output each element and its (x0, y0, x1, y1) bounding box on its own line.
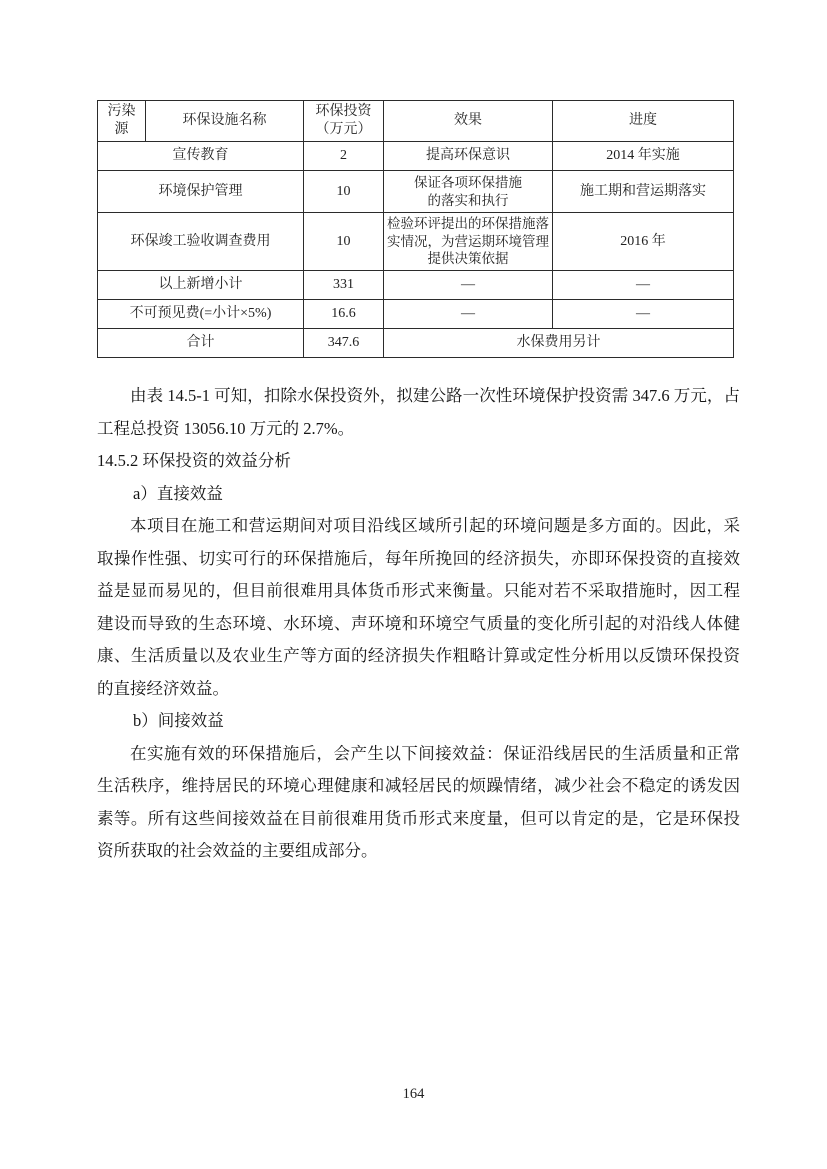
cell-facility-name: 不可预见费(=小计×5%) (98, 300, 304, 329)
table-header-row (98, 101, 734, 142)
cell-investment: 10 (304, 171, 384, 213)
section-heading: 14.5.2 环保投资的效益分析 (97, 451, 291, 471)
page-content (97, 100, 740, 868)
cell-investment: 16.6 (304, 300, 384, 329)
table-total-row (98, 329, 734, 358)
cell-effect: — (384, 300, 553, 329)
cell-progress: 2014 年实施 (553, 142, 734, 171)
table-row (98, 213, 734, 271)
cell-facility-name: 宣传教育 (98, 142, 304, 171)
cell-progress: — (553, 271, 734, 300)
header-investment: 环保投资（万元） (304, 101, 384, 142)
cell-total-label: 合计 (98, 329, 304, 358)
table-row (98, 300, 734, 329)
cell-facility-name: 环保竣工验收调查费用 (98, 213, 304, 271)
paragraph-indirect-benefit: 在实施有效的环保措施后，会产生以下间接效益：保证沿线居民的生活质量和正常生活秩序，维持居民的环境心理健康和减轻居民的烦躁情绪，减少社会不稳定的诱发因素等。所有这些间接效益在目前很难用货币形式来度量，但可以肯定的是，它是环保投资所获取的社会效益的主要组成部分。 (97, 743, 740, 861)
cell-effect: — (384, 271, 553, 300)
header-pollution-source: 污染源 (98, 101, 146, 142)
cell-progress: 施工期和营运期落实 (553, 171, 734, 213)
cell-investment: 10 (304, 213, 384, 271)
cell-effect: 检验环评提出的环保措施落实情况，为营运期环境管理提供决策依据 (384, 213, 553, 271)
cell-total-note: 水保费用另计 (384, 329, 734, 358)
cell-facility-name: 环境保护管理 (98, 171, 304, 213)
body-text (97, 380, 740, 868)
cell-total-investment: 347.6 (304, 329, 384, 358)
cell-progress: — (553, 300, 734, 329)
cell-progress: 2016 年 (553, 213, 734, 271)
header-effect: 效果 (384, 101, 553, 142)
cell-investment: 331 (304, 271, 384, 300)
table-row (98, 271, 734, 300)
table-row (98, 142, 734, 171)
investment-table (97, 100, 734, 358)
cell-effect: 提高环保意识 (384, 142, 553, 171)
header-facility-name: 环保设施名称 (146, 101, 304, 142)
cell-investment: 2 (304, 142, 384, 171)
table-row (98, 171, 734, 213)
cell-facility-name: 以上新增小计 (98, 271, 304, 300)
paragraph-direct-benefit: 本项目在施工和营运期间对项目沿线区域所引起的环境问题是多方面的。因此，采取操作性强、切实可行的环保措施后，每年所挽回的经济损失，亦即环保投资的直接效益是显而易见的，但目前很难用具体货币形式来衡量。只能对若不采取措施时，因工程建设而导致的生态环境、水环境、声环境和环境空气质量的变化所引起的对沿线人体健康、生活质量以及农业生产等方面的经济损失作粗略计算或定性分析用以反馈环保投资的直接经济效益。 (97, 516, 740, 698)
item-a-label: a）直接效益 (133, 483, 223, 503)
header-progress: 进度 (553, 101, 734, 142)
paragraph-intro: 由表 14.5-1 可知，扣除水保投资外，拟建公路一次性环境保护投资需 347.6 万元，占工程总投资 13056.10 万元的 2.7%。 (97, 386, 740, 438)
cell-effect: 保证各项环保措施的落实和执行 (384, 171, 553, 213)
page-number: 164 (402, 1086, 425, 1102)
item-b-label: b）间接效益 (133, 711, 224, 731)
